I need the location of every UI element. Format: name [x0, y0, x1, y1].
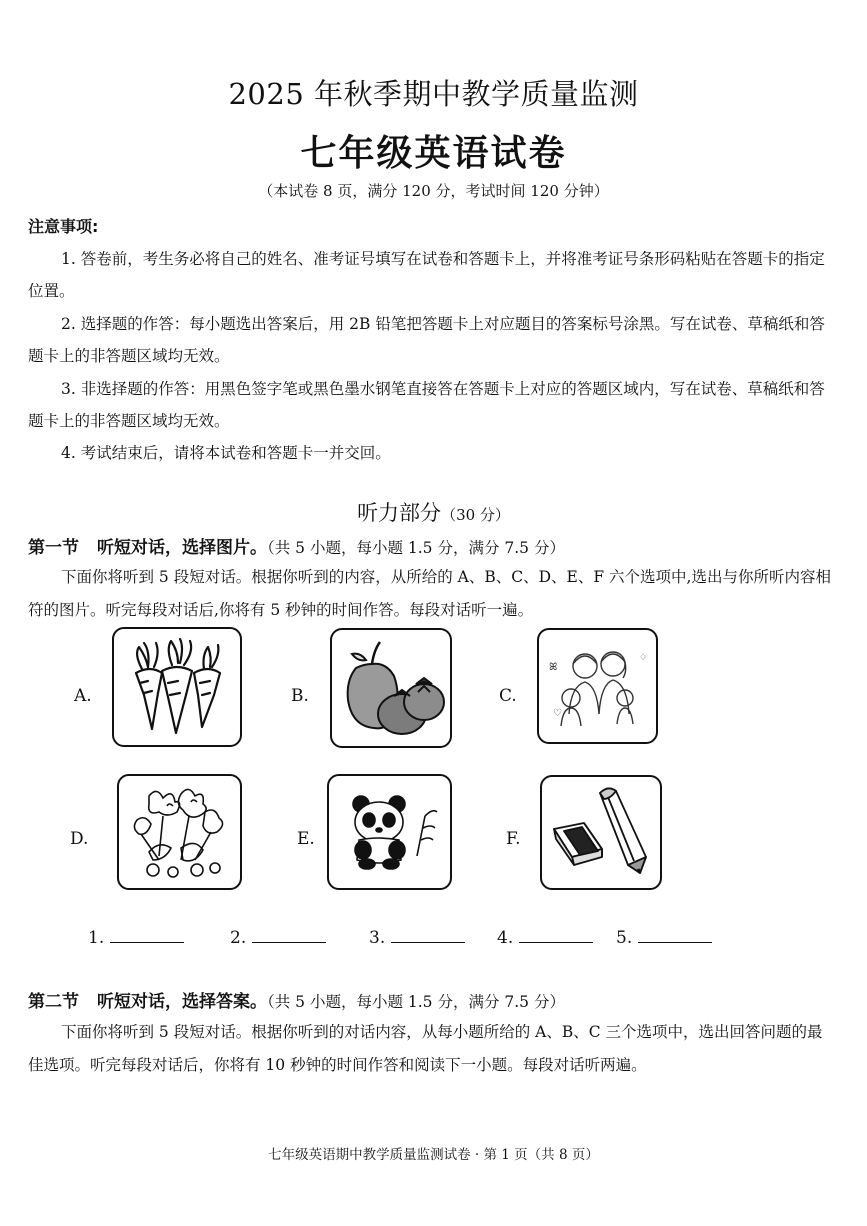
- option-d-label: D.: [70, 829, 89, 849]
- exam-subject-title: 七年级英语试卷: [300, 132, 567, 174]
- section2-instruction-block: [28, 1016, 836, 1081]
- notice-item: 3. 非选择题的作答：用黑色签字笔或黑色墨水钢笔直接答在答题卡上对应的答题区域内，写在试卷、草稿纸和答题卡上的非答题区域均无效。: [28, 379, 825, 431]
- option-f-label: F.: [506, 829, 521, 849]
- section2-detail: （共 5 小题，每小题 1.5 分，满分 7.5 分）: [267, 993, 565, 1011]
- option-a-label: A.: [74, 686, 92, 706]
- eraser-pencil-icon: [540, 775, 662, 890]
- option-b-label: B.: [291, 686, 309, 706]
- notice-item: 4. 考试结束后，请将本试卷和答题卡一并交回。: [61, 444, 391, 463]
- family-icon: [537, 628, 658, 744]
- option-c-label: C.: [499, 686, 517, 706]
- exam-title: 2025 年秋季期中教学质量监测: [228, 77, 639, 111]
- section2-label: 第二节: [28, 992, 79, 1012]
- page-footer: 七年级英语期中教学质量监测试卷 · 第 1 页（共 8 页）: [268, 1147, 599, 1163]
- section2-instruction: 下面你将听到 5 段短对话。根据你听到的对话内容，从每小题所给的 A、B、C 三个选项中，选出回答问题的最佳选项。听完每段对话后，你将有 10 秒钟的时间作答和阅读下一小题。每段对话听两遍。: [28, 1023, 823, 1074]
- notice-item: 1. 答卷前，考生务必将自己的姓名、准考证号填写在试卷和答题卡上，并将准考证号条形码粘贴在答题卡的指定位置。: [28, 250, 825, 301]
- answer-blank-4[interactable]: 4.: [497, 924, 593, 948]
- notice-heading: 注意事项:: [28, 217, 99, 236]
- section1-name: 听短对话，选择图片。: [97, 538, 267, 558]
- apple-tomatoes-icon: [330, 628, 452, 748]
- section1-instruction-block: [28, 561, 836, 626]
- panda-icon: [327, 774, 452, 890]
- section2-name: 听短对话，选择答案。: [97, 992, 267, 1012]
- notice-list: [28, 243, 828, 470]
- carrots-icon: [112, 627, 242, 747]
- answer-blank-1[interactable]: 1.: [88, 924, 184, 948]
- section1-heading: [28, 533, 565, 558]
- listening-points: （30 分）: [441, 506, 510, 524]
- flowers-icon: [117, 774, 242, 890]
- answer-blank-2[interactable]: 2.: [230, 924, 326, 948]
- svg-text:♡: ♡: [553, 708, 562, 719]
- section1-label: 第一节: [28, 538, 79, 558]
- option-e-label: E.: [297, 829, 315, 849]
- svg-text:♢: ♢: [639, 653, 648, 663]
- answer-blank-3[interactable]: 3.: [369, 924, 465, 948]
- exam-info: （本试卷 8 页，满分 120 分，考试时间 120 分钟）: [258, 182, 609, 200]
- answer-blank-5[interactable]: 5.: [616, 924, 712, 948]
- notice-item: 2. 选择题的作答：每小题选出答案后，用 2B 铅笔把答题卡上对应题目的答案标号涂黑。写在试卷、草稿纸和答题卡上的非答题区域均无效。: [28, 314, 825, 366]
- section1-instruction: 下面你将听到 5 段短对话。根据你听到的内容，从所给的 A、B、C、D、E、F 六个选项中,选出与你所听内容相符的图片。听完每段对话后,你将有 5 秒钟的时间作答。每段对话听一遍。: [28, 568, 831, 619]
- section1-detail: （共 5 小题，每小题 1.5 分，满分 7.5 分）: [267, 539, 565, 557]
- svg-text:ꕤ: ꕤ: [549, 662, 558, 673]
- listening-title: [0, 497, 867, 527]
- section2-heading: [28, 987, 565, 1012]
- listening-title-text: 听力部分: [357, 501, 442, 525]
